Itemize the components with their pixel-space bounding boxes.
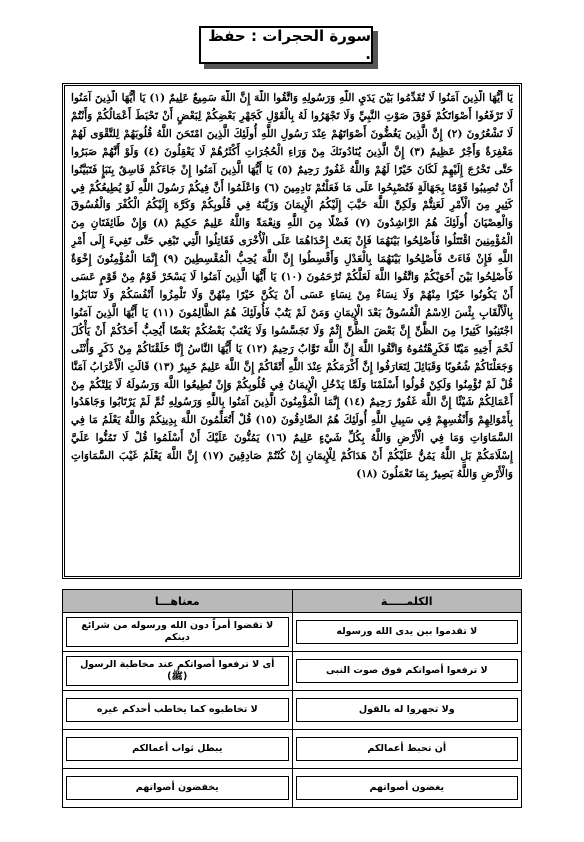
table-row [63,613,522,652]
word-cell: لا تقدموا بين يدى الله ورسوله [296,620,519,644]
meaning-cell: لا تقضوا أمراً دون الله ورسوله من شرائع دينكم [66,617,289,647]
table-row [63,730,522,769]
word-cell: لا ترفعوا أصواتكم فوق صوت النبى [296,659,519,683]
table-row [63,769,522,808]
quran-passage-text: يَا أَيُّهَا الَّذِينَ آمَنُوا لَا تُقَدِّمُوا بَيْنَ يَدَيِ اللَّهِ وَرَسُولِهِ وَاتَّقُوا اللَّهَ إِنَّ اللَّهَ سَمِيعٌ عَلِيمٌ (١) يَا أَيُّهَا الَّذِينَ آمَنُوا لَا تَرْفَعُوا أَصْوَاتَكُمْ فَوْقَ صَوْتِ النَّبِيِّ وَلَا تَجْهَرُوا لَهُ بِالْقَوْلِ كَجَهْرِ بَعْضِكُمْ لِبَعْضٍ أَنْ تَحْبَطَ أَعْمَالُكُمْ وَأَنْتُمْ لَا تَشْعُرُونَ (٢) إِنَّ الَّذِينَ يَغُضُّونَ أَصْوَاتَهُمْ عِنْدَ رَسُولِ اللَّهِ أُولَئِكَ الَّذِينَ امْتَحَنَ اللَّهُ قُلُوبَهُمْ لِلتَّقْوَى لَهُمْ مَغْفِرَةٌ وَأَجْرٌ عَظِيمٌ (٣) إِنَّ الَّذِينَ يُنَادُونَكَ مِنْ وَرَاءِ الْحُجُرَاتِ أَكْثَرُهُمْ لَا يَعْقِلُونَ (٤) وَلَوْ أَنَّهُمْ صَبَرُوا حَتَّى تَخْرُجَ إِلَيْهِمْ لَكَانَ خَيْرًا لَهُمْ وَاللَّهُ غَفُورٌ رَحِيمٌ (٥) يَا أَيُّهَا الَّذِينَ آمَنُوا إِنْ جَاءَكُمْ فَاسِقٌ بِنَبَإٍ فَتَبَيَّنُوا أَنْ تُصِيبُوا قَوْمًا بِجَهَالَةٍ فَتُصْبِحُوا عَلَى مَا فَعَلْتُمْ نَادِمِينَ (٦) وَاعْلَمُوا أَنَّ فِيكُمْ رَسُولَ اللَّهِ لَوْ يُطِيعُكُمْ فِي كَثِيرٍ مِنَ الْأَمْرِ لَعَنِتُّمْ وَلَكِنَّ اللَّهَ حَبَّبَ إِلَيْكُمُ الْإِيمَانَ وَزَيَّنَهُ فِي قُلُوبِكُمْ وَكَرَّهَ إِلَيْكُمُ الْكُفْرَ وَالْفُسُوقَ وَالْعِصْيَانَ أُولَئِكَ هُمُ الرَّاشِدُونَ (٧) فَضْلًا مِنَ اللَّهِ وَنِعْمَةً وَاللَّهُ عَلِيمٌ حَكِيمٌ (٨) وَإِنْ طَائِفَتَانِ مِنَ الْمُؤْمِنِينَ اقْتَتَلُوا فَأَصْلِحُوا بَيْنَهُمَا فَإِنْ بَغَتْ إِحْدَاهُمَا عَلَى الْأُخْرَى فَقَاتِلُوا الَّتِي تَبْغِي حَتَّى تَفِيءَ إِلَى أَمْرِ اللَّهِ فَإِنْ فَاءَتْ فَأَصْلِحُوا بَيْنَهُمَا بِالْعَدْلِ وَأَقْسِطُوا إِنَّ اللَّهَ يُحِبُّ الْمُقْسِطِينَ (٩) إِنَّمَا الْمُؤْمِنُونَ إِخْوَةٌ فَأَصْلِحُوا بَيْنَ أَخَوَيْكُمْ وَاتَّقُوا اللَّهَ لَعَلَّكُمْ تُرْحَمُونَ (١٠) يَا أَيُّهَا الَّذِينَ آمَنُوا لَا يَسْخَرْ قَوْمٌ مِنْ قَوْمٍ عَسَى أَنْ يَكُونُوا خَيْرًا مِنْهُمْ وَلَا نِسَاءٌ مِنْ نِسَاءٍ عَسَى أَنْ يَكُنَّ خَيْرًا مِنْهُنَّ وَلَا تَلْمِزُوا أَنْفُسَكُمْ وَلَا تَنَابَزُوا بِالْأَلْقَابِ بِئْسَ الِاسْمُ الْفُسُوقُ بَعْدَ الْإِيمَانِ وَمَنْ لَمْ يَتُبْ فَأُولَئِكَ هُمُ الظَّالِمُونَ (١١) يَا أَيُّهَا الَّذِينَ آمَنُوا اجْتَنِبُوا كَثِيرًا مِنَ الظَّنِّ إِنَّ بَعْضَ الظَّنِّ إِثْمٌ وَلَا تَجَسَّسُوا وَلَا يَغْتَبْ بَعْضُكُمْ بَعْضًا أَيُحِبُّ أَحَدُكُمْ أَنْ يَأْكُلَ لَحْمَ أَخِيهِ مَيْتًا فَكَرِهْتُمُوهُ وَاتَّقُوا اللَّهَ إِنَّ اللَّهَ تَوَّابٌ رَحِيمٌ (١٢) يَا أَيُّهَا النَّاسُ إِنَّا خَلَقْنَاكُمْ مِنْ ذَكَرٍ وَأُنْثَى وَجَعَلْنَاكُمْ شُعُوبًا وَقَبَائِلَ لِتَعَارَفُوا إِنَّ أَكْرَمَكُمْ عِنْدَ اللَّهِ أَتْقَاكُمْ إِنَّ اللَّهَ عَلِيمٌ خَبِيرٌ (١٣) قَالَتِ الْأَعْرَابُ آمَنَّا قُلْ لَمْ تُؤْمِنُوا وَلَكِنْ قُولُوا أَسْلَمْنَا وَلَمَّا يَدْخُلِ الْإِيمَانُ فِي قُلُوبِكُمْ وَإِنْ تُطِيعُوا اللَّهَ وَرَسُولَهُ لَا يَلِتْكُمْ مِنْ أَعْمَالِكُمْ شَيْئًا إِنَّ اللَّهَ غَفُورٌ رَحِيمٌ (١٤) إِنَّمَا الْمُؤْمِنُونَ الَّذِينَ آمَنُوا بِاللَّهِ وَرَسُولِهِ ثُمَّ لَمْ يَرْتَابُوا وَجَاهَدُوا بِأَمْوَالِهِمْ وَأَنْفُسِهِمْ فِي سَبِيلِ اللَّهِ أُولَئِكَ هُمُ الصَّادِقُونَ (١٥) قُلْ أَتُعَلِّمُونَ اللَّهَ بِدِينِكُمْ وَاللَّهُ يَعْلَمُ مَا فِي السَّمَاوَاتِ وَمَا فِي الْأَرْضِ وَاللَّهُ بِكُلِّ شَيْءٍ عَلِيمٌ (١٦) يَمُنُّونَ عَلَيْكَ أَنْ أَسْلَمُوا قُلْ لَا تَمُنُّوا عَلَيَّ إِسْلَامَكُمْ بَلِ اللَّهُ يَمُنُّ عَلَيْكُمْ أَنْ هَدَاكُمْ لِلْإِيمَانِ إِنْ كُنْتُمْ صَادِقِينَ (١٧) إِنَّ اللَّهَ يَعْلَمُ غَيْبَ السَّمَاوَاتِ وَالْأَرْضِ وَاللَّهُ بَصِيرٌ بِمَا تَعْمَلُونَ (١٨) [71,92,513,481]
table-row [63,691,522,730]
word-cell: ولا تجهروا له بالقول [296,698,519,722]
word-cell: أن تحبط أعمالكم [296,737,519,761]
header-meaning: معناهـــا [63,590,293,613]
meaning-cell: يخفضون أصواتهم [66,776,289,800]
vocabulary-header-row [63,590,522,613]
header-word: الكلمـــــة [292,590,522,613]
meaning-cell: أى لا ترفعوا أصواتكم عند مخاطبة الرسول (ﷺ) [66,656,289,686]
page-title: سورة الحجرات : حفظ . [199,26,373,64]
meaning-cell: يبطل ثواب أعمالكم [66,737,289,761]
table-row [63,652,522,691]
meaning-cell: لا تخاطبوه كما يخاطب أحدكم غيره [66,698,289,722]
word-cell: يغضون أصواتهم [296,776,519,800]
quran-passage-frame [62,83,522,579]
vocabulary-table [62,589,522,808]
